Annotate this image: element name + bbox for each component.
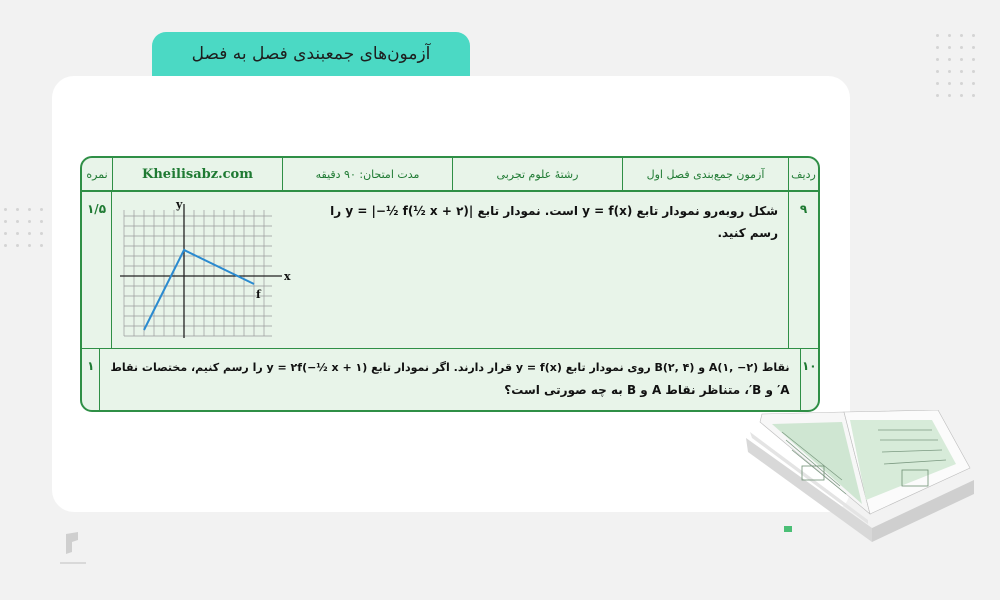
brand-logo-icon bbox=[58, 530, 88, 570]
decorative-dots-left bbox=[4, 208, 43, 247]
question-text bbox=[100, 349, 799, 412]
question-text-line: A′ و B′، متناظر نقاط A و B به چه صورتی است؟ bbox=[504, 383, 790, 397]
header-duration: مدت امتحان: ۹۰ دقیقه bbox=[282, 158, 452, 190]
open-book-illustration bbox=[742, 410, 982, 550]
header-score-label: نمره bbox=[86, 167, 108, 181]
question-number: ۹ bbox=[788, 192, 818, 348]
function-graph bbox=[116, 198, 292, 340]
question-number: ۱۰ bbox=[800, 349, 818, 412]
question-score: ۱ bbox=[82, 349, 100, 412]
question-row bbox=[82, 192, 818, 349]
question-text-line: نقاط A(۱, −۲) و B(۲, ۴) روی نمودار تابع y = f(x) قرار دارند. اگر نمودار تابع (۱ + x ½−)y = ۲f را رسم کنیم، مختصات نقاط bbox=[110, 361, 790, 374]
decorative-dots-top-right bbox=[936, 34, 975, 97]
question-row bbox=[82, 349, 818, 412]
header-row-label: ردیف bbox=[788, 158, 818, 190]
exam-sheet bbox=[80, 156, 820, 412]
header-exam-name: آزمون جمع‌بندی فصل اول bbox=[622, 158, 788, 190]
function-curve bbox=[144, 250, 254, 330]
section-tab-title: آزمون‌های جمعبندی فصل به فصل bbox=[152, 32, 470, 76]
y-axis-label: y bbox=[176, 198, 183, 211]
curve-label: f bbox=[256, 288, 261, 301]
question-score: ۱/۵ bbox=[82, 192, 112, 348]
x-axis-label: x bbox=[284, 270, 291, 283]
question-text bbox=[112, 192, 788, 348]
header-field: رشتهٔ علوم تجربی bbox=[452, 158, 622, 190]
header-website: Kheilisabz.com bbox=[112, 158, 282, 190]
exam-header-row bbox=[82, 158, 818, 192]
question-text-line: رسم کنید. bbox=[717, 226, 778, 240]
question-text-line: شکل روبه‌رو نمودار تابع y = f(x) است. نمودار تابع |(۲ + x ½)y = |−½ f را bbox=[330, 204, 778, 218]
